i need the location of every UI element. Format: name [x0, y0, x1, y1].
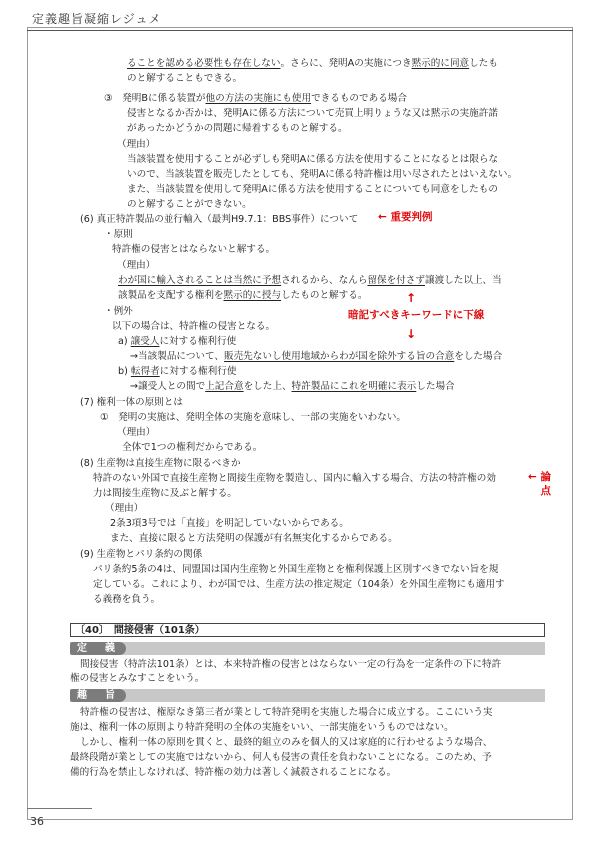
down-arrow-annotation: ↓ [406, 327, 417, 341]
body-line-23: (7) 権利一体の原則とは [80, 397, 183, 408]
body-line-5: があったかどうかの問題に帰着するものと解する。 [127, 123, 348, 134]
body-line-18: 以下の場合は、特許権の侵害となる。 [112, 321, 276, 332]
body-line-14: （理由） [117, 260, 156, 271]
body-line-7: 当該装置を使用することが必ずしも発明Aに係る方法を使用することになるとは限らな [127, 154, 499, 165]
body-line-33: (9) 生産物とパリ条約の関係 [80, 549, 203, 560]
definition-line-1: 間接侵害（特許法101条）とは、本来特許権の侵害とはならない一定の行為を一定条件の下に特許 [80, 659, 502, 670]
body-line-27: (8) 生産物は直接生産物に限るべきか [80, 458, 241, 469]
running-header: 定義趣旨凝縮レジュメ [32, 12, 162, 26]
body-line-25: （理由） [117, 427, 156, 438]
body-line-34: パリ条約5条の4は、同盟国は国内生産物と外国生産物とを権利保護上区別すべきでない旨を規 [93, 564, 499, 575]
body-line-8: いので、当該装置を販売したとしても、発明Aに係る特許権は用い尽されたとはいえない。 [127, 169, 518, 180]
body-line-36: る義務を負う。 [93, 594, 161, 605]
body-line-19: a) 譲受人に対する権利行使 [118, 336, 237, 347]
body-line-20: →当該製品について、販売先ないし使用地域からわが国を除外する旨の合意をした場合 [130, 351, 503, 362]
body-line-12: ・原則 [104, 229, 133, 240]
purpose-line-1: 特許権の侵害は、権原なき第三者が業として特許発明を実施した場合に成立する。ここにいう実 [80, 707, 493, 718]
purpose-line-2: 施は、権利一体の原則より特許発明の全体の実施をいい、一部実施をいうものではない。 [70, 722, 454, 733]
body-line-17: ・例外 [104, 306, 133, 317]
body-line-35: 定している。これにより、わが国では、生産方法の推定規定（104条）を外国生産物にも適用す [93, 579, 505, 590]
body-line-26: 全体で1つの権利だからである。 [122, 442, 263, 453]
definition-line-2: 権の侵害とみなすことをいう。 [70, 673, 205, 684]
purpose-bar [70, 689, 545, 702]
body-line-10: のと解することができない。 [127, 199, 252, 210]
body-line-22: →譲受人との間で上記合意をした上、特許製品にこれを明確に表示した場合 [130, 381, 455, 392]
page-number: 36 [30, 815, 44, 828]
purpose-label: 趣 旨 [70, 689, 126, 702]
body-line-24: ① 発明の実施は、発明全体の実施を意味し、一部の実施をいわない。 [100, 412, 407, 423]
section-title: 〔40〕 間接侵害（101条） [70, 623, 545, 637]
body-line-32: また、直接に限ると方法発明の保護が有名無実化するからである。 [110, 533, 398, 544]
footer-rule [27, 808, 92, 809]
body-line-16: 該製品を支配する権利を黙示的に授与したものと解する。 [118, 290, 368, 301]
definition-bar [70, 642, 545, 655]
body-line-31: 2条3項3号では「直接」を明記していないからである。 [110, 518, 349, 529]
body-line-28: 特許のない外国で直接生産物と間接生産物を製造し、国内に輸入する場合、方法の特許権の効 [93, 473, 496, 484]
header-rule [27, 30, 573, 31]
issue-annotation: ← 論点 [528, 471, 551, 497]
body-line-3: ③ 発明Bに係る装置が他の方法の実施にも使用できるものである場合 [104, 93, 407, 104]
body-line-2: のと解することもできる。 [127, 73, 243, 84]
body-line-30: （理由） [105, 503, 144, 514]
purpose-line-5: 備的行為を禁止しなければ、特許権の効力は著しく減殺されることになる。 [70, 767, 397, 778]
body-line-9: また、当該装置を使用して発明Aに係る方法を使用することについても同意をしたもの [127, 184, 498, 195]
body-line-1: ることを認める必要性も存在しない。さらに、発明Aの実施につき黙示的に同意したも [127, 58, 498, 69]
body-line-29: 力は間接生産物に及ぶと解する。 [93, 488, 237, 499]
body-line-13: 特許権の侵害とはならないと解する。 [112, 244, 276, 255]
important-case-annotation: ← 重要判例 [378, 211, 433, 223]
body-line-6: （理由） [117, 139, 156, 150]
body-line-15: わが国に輸入されることは当然に予想されるから、なんら留保を付さず譲渡した以上、当 [118, 275, 502, 286]
up-arrow-annotation: ↑ [406, 291, 417, 305]
keyword-annotation: 暗記すべきキーワードに下線 [348, 309, 485, 321]
definition-label: 定 義 [70, 642, 126, 655]
purpose-line-3: しかし、権利一体の原則を貫くと、最終的組立のみを個人的又は家庭的に行わせるような場合、 [80, 737, 493, 748]
body-line-11: (6) 真正特許製品の並行輸入（最判H9.7.1：BBS事件）について [80, 214, 359, 225]
body-line-4: 侵害となるか否かは、発明Aに係る方法について売買上明りょうな又は黙示の実施許諾 [127, 108, 498, 119]
purpose-line-4: 最終段階が業としての実施ではないから、何人も侵害の責任を負わないことになる。このため、予 [70, 752, 492, 763]
body-line-21: b) 転得者に対する権利行使 [118, 366, 237, 377]
